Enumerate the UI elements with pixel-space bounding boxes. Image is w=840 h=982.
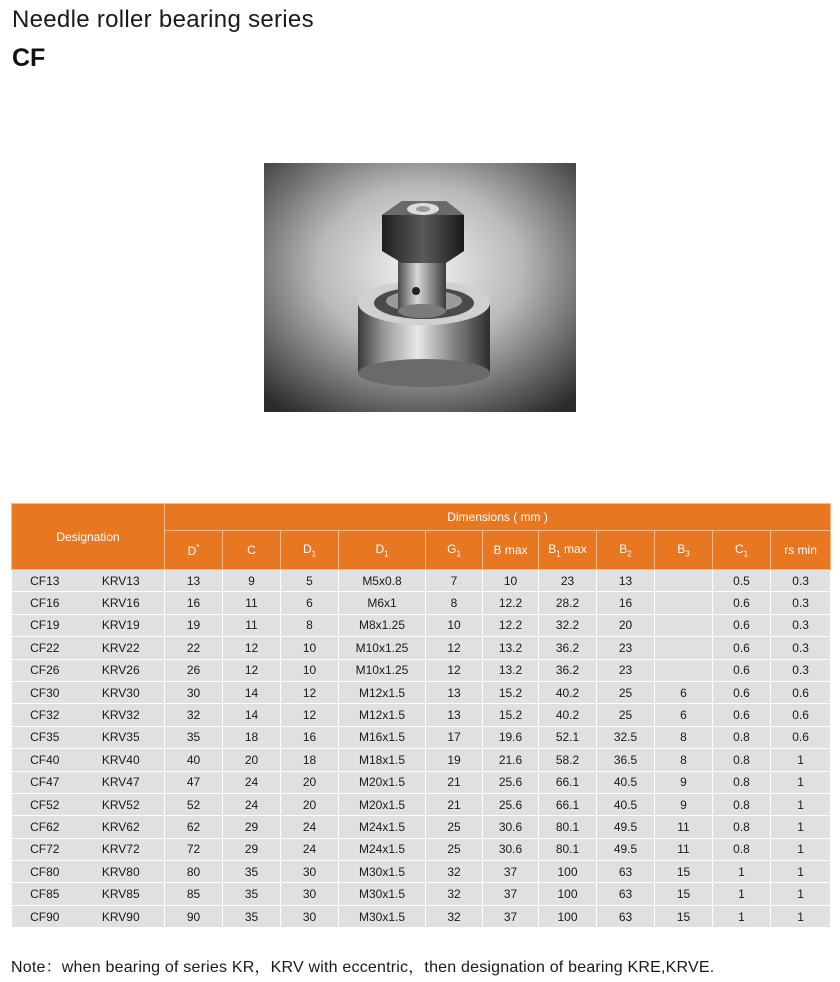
table-cell: 9	[223, 570, 281, 592]
table-row	[12, 749, 831, 771]
table-cell: 0.6	[713, 614, 771, 636]
table-cell: 35	[223, 861, 281, 883]
table-cell: 21	[426, 771, 483, 793]
table-cell: 20	[223, 749, 281, 771]
table-cell: 12.2	[483, 592, 539, 614]
table-cell: M30x1.5	[339, 883, 426, 905]
table-cell: 15.2	[483, 681, 539, 703]
designation-cf: CF35	[12, 726, 78, 748]
table-cell: 30	[281, 861, 339, 883]
table-cell: 15	[655, 905, 713, 927]
table-cell: 66.1	[539, 771, 597, 793]
table-cell: 63	[597, 905, 655, 927]
table-row	[12, 681, 831, 703]
table-cell: 12	[223, 659, 281, 681]
table-cell	[655, 659, 713, 681]
table-cell: 10	[281, 637, 339, 659]
table-cell: 15	[655, 883, 713, 905]
table-cell: M6x1	[339, 592, 426, 614]
designation-krv: KRV72	[78, 838, 165, 860]
designation-cf: CF13	[12, 570, 78, 592]
table-cell: 90	[165, 905, 223, 927]
table-cell: 6	[655, 704, 713, 726]
table-cell: 0.3	[771, 570, 831, 592]
table-cell: 30.6	[483, 838, 539, 860]
designation-cf: CF26	[12, 659, 78, 681]
table-cell: 0.8	[713, 749, 771, 771]
designation-krv: KRV52	[78, 793, 165, 815]
table-cell: 40.2	[539, 681, 597, 703]
table-cell: 8	[426, 592, 483, 614]
table-cell: 13	[597, 570, 655, 592]
column-header: $G_1$	[426, 531, 483, 570]
table-cell: 30	[281, 905, 339, 927]
column-header: $B_3$	[655, 531, 713, 570]
designation-cf: CF80	[12, 861, 78, 883]
table-cell: 28.2	[539, 592, 597, 614]
table-cell: 1	[771, 861, 831, 883]
designation-krv: KRV19	[78, 614, 165, 636]
table-cell: 52.1	[539, 726, 597, 748]
designation-krv: KRV62	[78, 816, 165, 838]
table-cell: 37	[483, 905, 539, 927]
designation-cf: CF40	[12, 749, 78, 771]
table-cell: 12	[426, 637, 483, 659]
designation-krv: KRV16	[78, 592, 165, 614]
table-cell: 36.2	[539, 637, 597, 659]
table-cell: 20	[281, 793, 339, 815]
table-cell: 40	[165, 749, 223, 771]
table-cell: 1	[713, 883, 771, 905]
table-cell: 1	[771, 883, 831, 905]
column-header: $C_1$	[713, 531, 771, 570]
table-cell: 40.5	[597, 771, 655, 793]
designation-cf: CF30	[12, 681, 78, 703]
table-cell: 19	[426, 749, 483, 771]
table-cell: 11	[223, 592, 281, 614]
table-cell: 58.2	[539, 749, 597, 771]
table-cell: 37	[483, 861, 539, 883]
table-cell: 52	[165, 793, 223, 815]
table-cell: 0.6	[713, 592, 771, 614]
table-cell: 1	[713, 905, 771, 927]
table-cell: 1	[771, 816, 831, 838]
table-cell: 100	[539, 861, 597, 883]
table-cell: 12.2	[483, 614, 539, 636]
table-cell: 0.3	[771, 637, 831, 659]
designation-cf: CF32	[12, 704, 78, 726]
designation-krv: KRV35	[78, 726, 165, 748]
table-cell: 24	[281, 816, 339, 838]
table-cell: M16x1.5	[339, 726, 426, 748]
column-header: $D_1$	[281, 531, 339, 570]
table-cell: 8	[281, 614, 339, 636]
table-cell: 63	[597, 883, 655, 905]
table-cell: 23	[539, 570, 597, 592]
table-cell: 13.2	[483, 637, 539, 659]
designation-krv: KRV26	[78, 659, 165, 681]
page-title: Needle roller bearing series	[12, 6, 314, 33]
specification-table	[11, 503, 831, 928]
designation-cf: CF47	[12, 771, 78, 793]
table-cell: 0.3	[771, 659, 831, 681]
designation-krv: KRV90	[78, 905, 165, 927]
designation-cf: CF72	[12, 838, 78, 860]
table-cell: 25	[597, 681, 655, 703]
table-cell: 1	[771, 793, 831, 815]
table-cell	[655, 614, 713, 636]
table-cell: 0.6	[771, 726, 831, 748]
table-cell: 5	[281, 570, 339, 592]
designation-krv: KRV32	[78, 704, 165, 726]
table-cell: 9	[655, 793, 713, 815]
table-cell: 0.3	[771, 614, 831, 636]
table-cell: 32.2	[539, 614, 597, 636]
table-cell: M30x1.5	[339, 861, 426, 883]
table-cell: 29	[223, 838, 281, 860]
designation-krv: KRV80	[78, 861, 165, 883]
column-header: D*	[165, 531, 223, 570]
designation-krv: KRV13	[78, 570, 165, 592]
table-cell: 11	[223, 614, 281, 636]
table-cell: 26	[165, 659, 223, 681]
table-cell: 12	[223, 637, 281, 659]
table-cell: M12x1.5	[339, 704, 426, 726]
table-cell: 32	[426, 883, 483, 905]
table-cell: 0.8	[713, 726, 771, 748]
table-cell: 24	[281, 838, 339, 860]
table-row	[12, 726, 831, 748]
table-cell: 37	[483, 883, 539, 905]
designation-krv: KRV30	[78, 681, 165, 703]
table-cell: 0.6	[713, 704, 771, 726]
table-row	[12, 592, 831, 614]
table-cell: 63	[597, 861, 655, 883]
table-cell: 22	[165, 637, 223, 659]
table-cell: M10x1.25	[339, 637, 426, 659]
table-cell: 36.5	[597, 749, 655, 771]
table-cell: 23	[597, 659, 655, 681]
table-cell: 30	[281, 883, 339, 905]
table-cell: 35	[223, 883, 281, 905]
footnote: Note：when bearing of series KR，KRV with eccentric，then designation of bearing KRE,KRVE.	[11, 959, 715, 976]
table-cell: 1	[771, 771, 831, 793]
table-row	[12, 570, 831, 592]
table-cell: 0.6	[771, 704, 831, 726]
designation-cf: CF52	[12, 793, 78, 815]
table-cell: 9	[655, 771, 713, 793]
table-cell: 35	[165, 726, 223, 748]
table-cell: 23	[597, 637, 655, 659]
table-cell: 85	[165, 883, 223, 905]
table-cell: 35	[223, 905, 281, 927]
table-cell: 16	[281, 726, 339, 748]
table-cell: 12	[281, 704, 339, 726]
table-row	[12, 771, 831, 793]
table-cell: 0.8	[713, 793, 771, 815]
table-cell: 40.5	[597, 793, 655, 815]
table-cell: 100	[539, 905, 597, 927]
column-header: rs min	[771, 531, 831, 570]
table-cell: 80.1	[539, 816, 597, 838]
table-cell: 32	[426, 861, 483, 883]
designation-cf: CF85	[12, 883, 78, 905]
table-cell: 13	[426, 681, 483, 703]
table-cell: 29	[223, 816, 281, 838]
table-row	[12, 905, 831, 927]
table-row	[12, 659, 831, 681]
table-cell: 20	[597, 614, 655, 636]
table-cell: 15.2	[483, 704, 539, 726]
table-cell: 14	[223, 704, 281, 726]
table-cell: 18	[281, 749, 339, 771]
table-cell: 16	[597, 592, 655, 614]
designation-krv: KRV47	[78, 771, 165, 793]
table-cell: 40.2	[539, 704, 597, 726]
table-cell: 1	[771, 838, 831, 860]
table-cell: 8	[655, 726, 713, 748]
table-cell: 32	[426, 905, 483, 927]
table-cell: M8x1.25	[339, 614, 426, 636]
table-cell: 20	[281, 771, 339, 793]
table-cell: 24	[223, 771, 281, 793]
column-header: C	[223, 531, 281, 570]
table-cell: M20x1.5	[339, 793, 426, 815]
table-row	[12, 614, 831, 636]
table-row	[12, 637, 831, 659]
designation-cf: CF22	[12, 637, 78, 659]
table-cell: 0.6	[713, 637, 771, 659]
dimensions-header: Dimensions ( mm )	[165, 504, 831, 531]
designation-cf: CF62	[12, 816, 78, 838]
table-cell: 0.8	[713, 771, 771, 793]
table-cell: 1	[771, 749, 831, 771]
table-cell: 66.1	[539, 793, 597, 815]
table-cell: 30	[165, 681, 223, 703]
table-cell: 0.6	[713, 681, 771, 703]
table-cell: 19	[165, 614, 223, 636]
table-cell: 49.5	[597, 838, 655, 860]
table-cell: 49.5	[597, 816, 655, 838]
table-cell: 80.1	[539, 838, 597, 860]
table-cell: 80	[165, 861, 223, 883]
designation-krv: KRV22	[78, 637, 165, 659]
table-cell: 13	[165, 570, 223, 592]
table-cell: 0.8	[713, 838, 771, 860]
table-cell: 19.6	[483, 726, 539, 748]
table-cell: 13	[426, 704, 483, 726]
table-cell: 10	[281, 659, 339, 681]
table-cell: 1	[713, 861, 771, 883]
bearing-photo	[264, 163, 576, 412]
table-cell: 47	[165, 771, 223, 793]
table-row	[12, 838, 831, 860]
table-cell: 100	[539, 883, 597, 905]
table-row	[12, 861, 831, 883]
table-cell: M10x1.25	[339, 659, 426, 681]
table-cell	[655, 570, 713, 592]
table-cell: 0.6	[713, 659, 771, 681]
table-cell: 25.6	[483, 793, 539, 815]
table-row	[12, 883, 831, 905]
series-heading: CF	[12, 44, 46, 72]
table-cell: M12x1.5	[339, 681, 426, 703]
table-cell	[655, 592, 713, 614]
table-cell: 14	[223, 681, 281, 703]
table-cell: 12	[426, 659, 483, 681]
table-cell: 0.8	[713, 816, 771, 838]
designation-cf: CF90	[12, 905, 78, 927]
table-cell: 30.6	[483, 816, 539, 838]
table-cell: 10	[426, 614, 483, 636]
table-cell: 24	[223, 793, 281, 815]
column-header: B max	[483, 531, 539, 570]
designation-header: Designation	[12, 504, 165, 570]
table-cell: 0.6	[771, 681, 831, 703]
table-cell: 15	[655, 861, 713, 883]
table-cell: 62	[165, 816, 223, 838]
table-cell: 0.3	[771, 592, 831, 614]
designation-cf: CF16	[12, 592, 78, 614]
table-cell: 16	[165, 592, 223, 614]
table-cell: 21	[426, 793, 483, 815]
table-cell: 32.5	[597, 726, 655, 748]
table-cell: 25	[426, 838, 483, 860]
table-cell: M18x1.5	[339, 749, 426, 771]
table-cell: 36.2	[539, 659, 597, 681]
table-cell: 18	[223, 726, 281, 748]
table-cell: 25	[597, 704, 655, 726]
table-cell: M30x1.5	[339, 905, 426, 927]
table-cell: M24x1.5	[339, 838, 426, 860]
table-cell: 12	[281, 681, 339, 703]
table-cell: 25.6	[483, 771, 539, 793]
column-header: $B_2$	[597, 531, 655, 570]
table-cell: 11	[655, 816, 713, 838]
column-header: $D_1$	[339, 531, 426, 570]
table-cell: 11	[655, 838, 713, 860]
table-cell: 13.2	[483, 659, 539, 681]
table-cell	[655, 637, 713, 659]
table-cell: 72	[165, 838, 223, 860]
table-cell: M24x1.5	[339, 816, 426, 838]
table-cell: 8	[655, 749, 713, 771]
table-row	[12, 704, 831, 726]
table-row	[12, 816, 831, 838]
table-cell: 6	[281, 592, 339, 614]
column-header: $B_1$ max	[539, 531, 597, 570]
table-cell: 17	[426, 726, 483, 748]
table-cell: 7	[426, 570, 483, 592]
table-row	[12, 793, 831, 815]
table-cell: 25	[426, 816, 483, 838]
designation-cf: CF19	[12, 614, 78, 636]
table-cell: 32	[165, 704, 223, 726]
table-cell: 6	[655, 681, 713, 703]
table-cell: 10	[483, 570, 539, 592]
designation-krv: KRV85	[78, 883, 165, 905]
table-cell: 0.5	[713, 570, 771, 592]
designation-krv: KRV40	[78, 749, 165, 771]
table-cell: M5x0.8	[339, 570, 426, 592]
table-cell: M20x1.5	[339, 771, 426, 793]
table-cell: 21.6	[483, 749, 539, 771]
table-cell: 1	[771, 905, 831, 927]
